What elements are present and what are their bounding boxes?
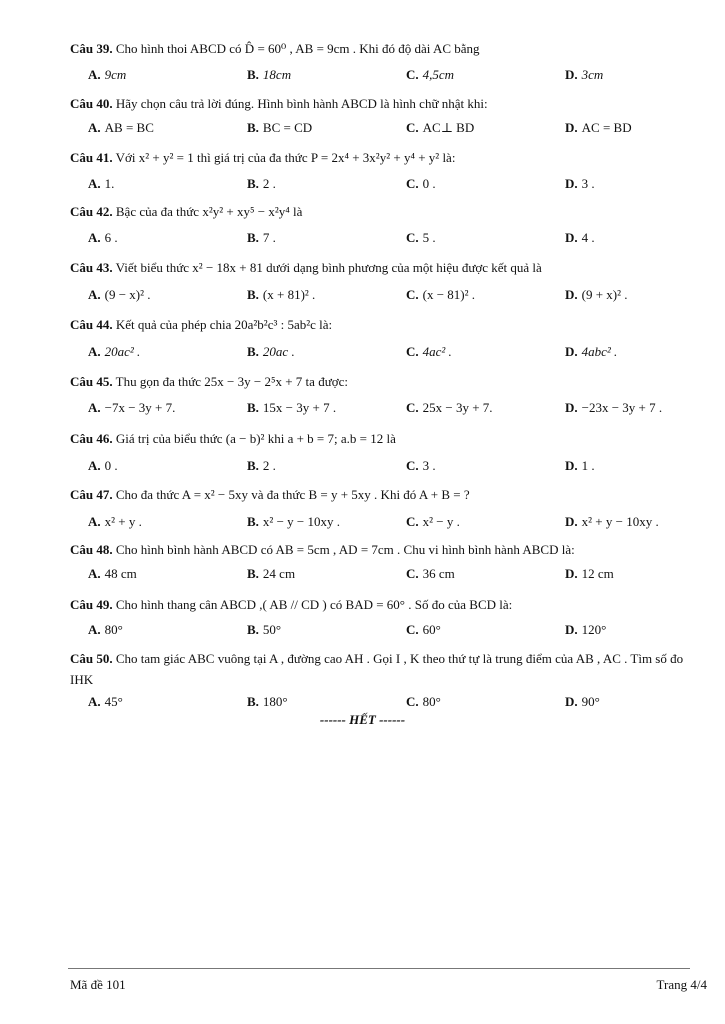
question-42: Câu 42. Bậc của đa thức x²y² + xy⁵ − x²y⁴ là <box>70 204 303 219</box>
options-44 <box>0 344 725 362</box>
question-49: Câu 49. Cho hình thang cân ABCD ,( AB // CD ) có BAD = 60° . Số đo của BCD là: <box>70 597 513 612</box>
option-b: B. BC = CD <box>247 120 313 135</box>
options-49 <box>0 622 725 640</box>
option-b: B. 24 cm <box>247 566 296 581</box>
option-b: B. x² − y − 10xy . <box>247 514 340 529</box>
option-c: C. 4,5cm <box>406 67 455 82</box>
option-c: C. 25x − 3y + 7. <box>406 400 493 415</box>
option-c: C. 4ac² . <box>406 344 452 359</box>
options-45 <box>0 400 725 418</box>
options-43 <box>0 287 725 305</box>
question-47: Câu 47. Cho đa thức A = x² − 5xy và đa thức B = y + 5xy . Khi đó A + B = ? <box>70 487 470 502</box>
option-d: D. 1 . <box>565 458 595 473</box>
option-d: D. 4 . <box>565 230 595 245</box>
options-41 <box>0 176 725 194</box>
option-a: A. 1. <box>88 176 115 191</box>
option-d: D. (9 + x)² . <box>565 287 628 302</box>
option-a: A. 0 . <box>88 458 118 473</box>
options-47 <box>0 514 725 532</box>
question-48: Câu 48. Cho hình bình hành ABCD có AB = 5cm , AD = 7cm . Chu vi hình bình hành ABCD là: <box>70 542 575 557</box>
option-a: A. 48 cm <box>88 566 137 581</box>
option-a: A. 20ac² . <box>88 344 141 359</box>
end-marker: ------ HẾT ------ <box>319 712 406 727</box>
option-c: C. (x − 81)² . <box>406 287 476 302</box>
option-a: A. 45° <box>88 694 123 709</box>
option-b: B. 2 . <box>247 176 276 191</box>
option-d: D. 3 . <box>565 176 595 191</box>
options-40 <box>0 120 725 138</box>
option-d: D. 90° <box>565 694 600 709</box>
options-42 <box>0 230 725 248</box>
option-c: C. 80° <box>406 694 441 709</box>
question-40: Câu 40. Hãy chọn câu trả lời đúng. Hình bình hành ABCD là hình chữ nhật khi: <box>70 96 488 111</box>
page-number: Trang 4/4 <box>656 977 707 992</box>
option-a: A. 80° <box>88 622 123 637</box>
option-a: A. 6 . <box>88 230 118 245</box>
options-48 <box>0 566 725 584</box>
option-d: D. 4abc² . <box>565 344 618 359</box>
option-c: C. AC⊥ BD <box>406 120 475 135</box>
question-44: Câu 44. Kết quả của phép chia 20a²b²c³ : 5ab²c là: <box>70 317 333 332</box>
option-b: B. 15x − 3y + 7 . <box>247 400 337 415</box>
option-d: D. 12 cm <box>565 566 614 581</box>
options-46 <box>0 458 725 476</box>
option-b: B. (x + 81)² . <box>247 287 316 302</box>
options-50 <box>0 694 725 712</box>
option-d: D. −23x − 3y + 7 . <box>565 400 663 415</box>
option-a: A. (9 − x)² . <box>88 287 151 302</box>
option-b: B. 2 . <box>247 458 276 473</box>
option-b: B. 20ac . <box>247 344 295 359</box>
question-50: Câu 50. Cho tam giác ABC vuông tại A , đường cao AH . Gọi I , K theo thứ tự là trung điểm của AB , AC . Tìm số đo IHK <box>70 651 684 687</box>
option-c: C. 3 . <box>406 458 436 473</box>
option-b: B. 18cm <box>247 67 292 82</box>
option-a: A. x² + y . <box>88 514 142 529</box>
option-c: C. x² − y . <box>406 514 460 529</box>
question-46: Câu 46. Giá trị của biểu thức (a − b)² khi a + b = 7; a.b = 12 là <box>70 431 396 446</box>
exam-code: Mã đề 101 <box>70 977 126 992</box>
question-41: Câu 41. Với x² + y² = 1 thì giá trị của đa thức P = 2x⁴ + 3x²y² + y⁴ + y² là: <box>70 150 456 165</box>
option-a: A. −7x − 3y + 7. <box>88 400 176 415</box>
option-b: B. 50° <box>247 622 282 637</box>
option-d: D. x² + y − 10xy . <box>565 514 659 529</box>
option-c: C. 60° <box>406 622 441 637</box>
option-b: B. 7 . <box>247 230 276 245</box>
option-c: C. 36 cm <box>406 566 455 581</box>
option-a: A. 9cm <box>88 67 127 82</box>
options-39 <box>0 67 725 85</box>
question-43: Câu 43. Viết biểu thức x² − 18x + 81 dưới dạng bình phương của một hiệu được kết quả là <box>70 260 542 275</box>
option-d: D. 120° <box>565 622 607 637</box>
option-d: D. 3cm <box>565 67 604 82</box>
option-d: D. AC = BD <box>565 120 632 135</box>
option-c: C. 0 . <box>406 176 436 191</box>
option-c: C. 5 . <box>406 230 436 245</box>
option-a: A. AB = BC <box>88 120 154 135</box>
option-b: B. 180° <box>247 694 288 709</box>
footer-divider <box>68 968 690 969</box>
question-45: Câu 45. Thu gọn đa thức 25x − 3y − 2⁵x + 7 ta được: <box>70 374 348 389</box>
question-39: Câu 39. Cho hình thoi ABCD có D̂ = 60⁰ , AB = 9cm . Khi đó độ dài AC bằng <box>70 41 480 56</box>
